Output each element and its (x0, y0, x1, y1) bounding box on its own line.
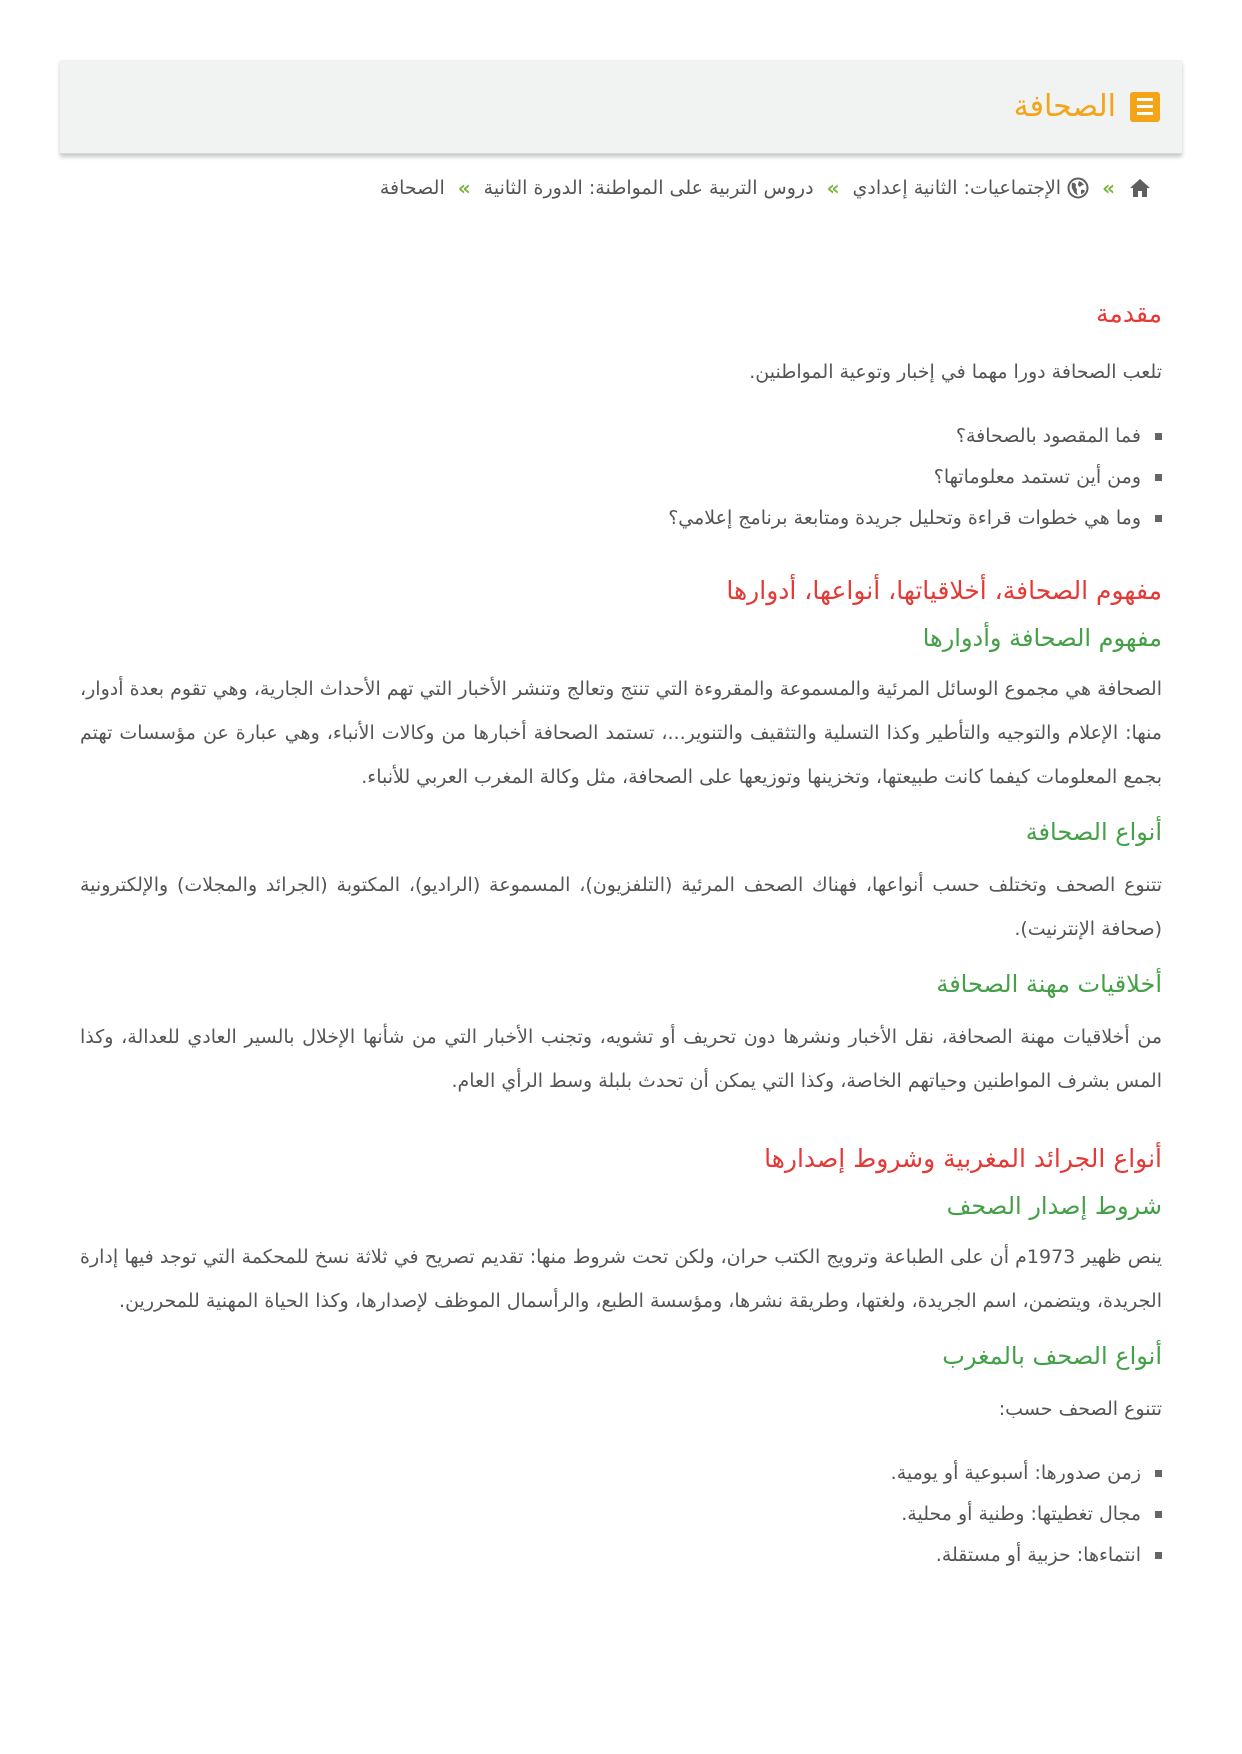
list-item-text: مجال تغطيتها: وطنية أو محلية. (901, 1503, 1141, 1525)
globe-icon (1067, 177, 1089, 199)
document-icon (1130, 92, 1160, 122)
breadcrumb-item-citizenship-lessons[interactable]: دروس التربية على المواطنة: الدورة الثانية (483, 177, 814, 199)
breadcrumb-separator: » (1102, 176, 1115, 200)
subheading-moroccan-press-types: أنواع الصحف بالمغرب (942, 1342, 1162, 1370)
intro-text: تلعب الصحافة دورا مهما في إخبار وتوعية المواطنين. (749, 361, 1162, 383)
section-heading-concept: مفهوم الصحافة، أخلاقياتها، أنواعها، أدوارها (726, 576, 1162, 605)
bullet-icon (1155, 515, 1162, 522)
press-ethics-text: من أخلاقيات مهنة الصحافة، نقل الأخبار ونشرها دون تحريف أو تشويه، وتجنب الأخبار التي من شأنها الإخلال بالسير العادي للعدالة، وكذا المس بشرف المواطنين وحياتهم الخاصة، وكذا التي يمكن أن تحدث بلبلة وسط الرأي العام. (80, 1026, 1162, 1092)
list-item (80, 1535, 1162, 1576)
page-title: الصحافة (1013, 89, 1116, 124)
list-item (80, 498, 1162, 539)
section-heading-moroccan-newspapers: أنواع الجرائد المغربية وشروط إصدارها (764, 1144, 1162, 1173)
lesson-content (80, 296, 1162, 1576)
subheading-press-ethics: أخلاقيات مهنة الصحافة (936, 970, 1162, 998)
list-item-text: ومن أين تستمد معلوماتها؟ (933, 466, 1141, 488)
list-item (80, 1494, 1162, 1535)
title-bar (60, 60, 1182, 154)
list-item-text: انتماءها: حزبية أو مستقلة. (935, 1544, 1141, 1566)
list-item (80, 1453, 1162, 1494)
breadcrumb-separator: » (826, 176, 840, 200)
breadcrumb-item-current: الصحافة (379, 177, 445, 199)
concept-text: الصحافة هي مجموع الوسائل المرئية والمسموعة والمقروءة التي تنتج وتعالج وتنشر الأخبار التي تهم الأحداث الجارية، وهي تقوم بعدة أدوار، منها: الإعلام والتوجيه والتأطير وكذا التسلية والتثقيف والتنوير...، تستمد الصحافة أخبارها من وكالات الأنباء، وهي عبارة عن مؤسسات تهتم بجمع المعلومات كيفما كانت طبيعتها، وتخزينها وتوزيعها على الصحافة، مثل وكالة المغرب العربي للأنباء. (80, 678, 1162, 788)
list-item-text: وما هي خطوات قراءة وتحليل جريدة ومتابعة برنامج إعلامي؟ (668, 507, 1141, 529)
breadcrumb (380, 176, 1152, 200)
moroccan-press-types-list (80, 1453, 1162, 1576)
list-item (80, 457, 1162, 498)
bullet-icon (1155, 474, 1162, 481)
bullet-icon (1155, 1470, 1162, 1477)
breadcrumb-item-social-studies[interactable]: الإجتماعيات: الثانية إعدادي (852, 177, 1062, 199)
intro-heading: مقدمة (1096, 299, 1162, 328)
home-icon[interactable] (1128, 177, 1152, 199)
subheading-press-types: أنواع الصحافة (1025, 818, 1162, 846)
list-item (80, 416, 1162, 457)
breadcrumb-separator: » (457, 176, 471, 200)
publishing-conditions-text: ينص ظهير 1973م أن على الطباعة وترويج الكتب حران، ولكن تحت شروط منها: تقديم تصريح في ثلاثة نسخ للمحكمة التي توجد فيها إدارة الجريدة، ويتضمن، اسم الجريدة، ولغتها، وطريقة نشرها، ومؤسسة الطبع، والرأسمال الموظف لإصدارها، وكذا الحياة المهنية للمحررين. (80, 1246, 1162, 1312)
subheading-publishing-conditions: شروط إصدار الصحف (946, 1192, 1162, 1220)
subheading-concept-roles: مفهوم الصحافة وأدوارها (922, 624, 1162, 652)
bullet-icon (1155, 1552, 1162, 1559)
intro-questions-list (80, 416, 1162, 539)
bullet-icon (1155, 433, 1162, 440)
press-types-text: تتنوع الصحف وتختلف حسب أنواعها، فهناك الصحف المرئية (التلفزيون)، المسموعة (الراديو)، المكتوبة (الجرائد والمجلات) والإلكترونية (صحافة الإنترنيت). (80, 874, 1162, 940)
list-item-text: فما المقصود بالصحافة؟ (955, 425, 1141, 447)
list-item-text: زمن صدورها: أسبوعية أو يومية. (890, 1462, 1141, 1484)
moroccan-press-types-text: تتنوع الصحف حسب: (998, 1398, 1162, 1420)
bullet-icon (1155, 1511, 1162, 1518)
